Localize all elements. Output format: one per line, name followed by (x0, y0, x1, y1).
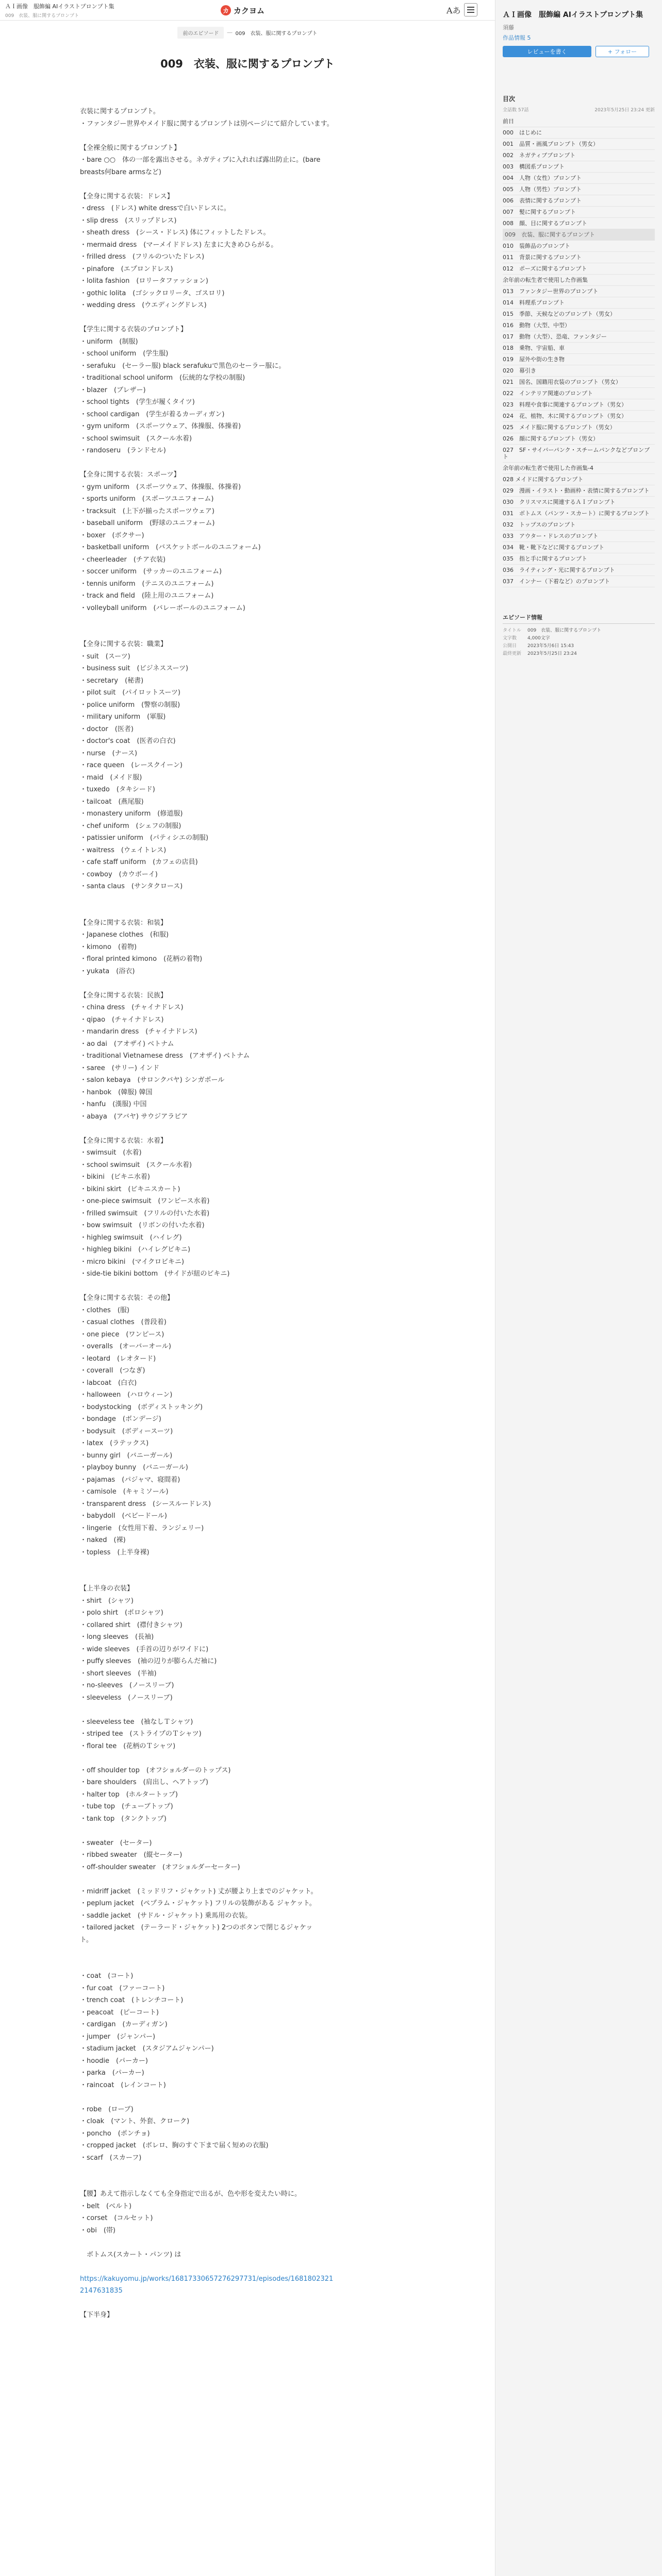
body-line: ・Japanese clothes (和服) (80, 931, 169, 939)
work-title[interactable]: ＡＩ画像 服飾編 AIイラストプロンプト集 (5, 3, 114, 10)
body-line: ・baseball uniform (野球のユニフォーム) (80, 519, 215, 527)
body-line: ・highleg bikini (ハイレグビキニ) (80, 1246, 191, 1253)
body-line: ・cowboy (カウボーイ) (80, 870, 158, 878)
body-line: ・doctor (医者) (80, 725, 134, 733)
body-line: 【全裸全般に関するプロンプト】 (80, 144, 181, 152)
body-line: ・midriff jacket (ミッドリフ・ジャケット) 丈が腰より上までのジャケット。 (80, 1887, 318, 1895)
body-line: ・wide sleeves (手首の辺りがワイドに) (80, 1645, 209, 1653)
toc-item[interactable]: 029 漫画・イラスト・動画枠・表情に関するプロンプト (503, 485, 655, 497)
info-key: タイトル (503, 628, 521, 633)
body-line: ・leotard (レオタード) (80, 1354, 156, 1363)
toc-item[interactable]: 006 表情に関するプロンプト (503, 195, 655, 207)
body-line: ・chef uniform (シェフの制服) (80, 822, 181, 830)
body-line: ・labcoat (白衣) (80, 1379, 137, 1387)
body-line: ・floral printed kimono (花柄の着物) (80, 955, 203, 963)
toc-item[interactable]: 015 季節、天候などのプロンプト（男女） (503, 309, 655, 320)
body-line: ・frilled swimsuit (フリルの付いた水着) (80, 1209, 210, 1217)
body-line: ・naked (裸) (80, 1536, 126, 1544)
toc-item[interactable]: 003 構図系プロンプト (503, 161, 655, 173)
body-line: 【全身に関する衣装：職業】 (80, 640, 168, 648)
body-line: ・raincoat (レインコート) (80, 2081, 166, 2089)
toc-item[interactable]: 035 指と手に関するプロンプト (503, 553, 655, 565)
body-line (80, 1280, 412, 1293)
body-line: ・secretary (秘書) (80, 676, 144, 685)
episode-info (503, 627, 655, 658)
body-line: ・china dress (チャイナドレス) (80, 1004, 184, 1011)
body-line: ・belt (ベルト) (80, 2202, 132, 2210)
body-line: 【学生に関する衣装のプロンプト】 (80, 326, 188, 333)
body-line (80, 905, 412, 917)
body-line (80, 977, 412, 990)
body-line: ・hoodie (パーカー) (80, 2057, 148, 2065)
toc-item[interactable]: 030 クリスマスに関連するＡＩプロンプト (503, 497, 655, 508)
body-line: ・school tights (学生が履くタイツ) (80, 398, 195, 406)
toc-item[interactable]: 021 国名、国籍用衣装のプロンプト（男女） (503, 377, 655, 388)
body-line: ・bodystocking (ボディストッキング) (80, 1403, 203, 1411)
body-line: ・blazer (ブレザー) (80, 386, 146, 394)
body-line: ・ao dai (アオザイ) ベトナム (80, 1040, 174, 1048)
body-line: ・slip dress (スリップドレス) (80, 216, 177, 225)
info-key: 文字数 (503, 636, 517, 641)
body-line: ・polo shirt (ポロシャツ) (80, 1609, 163, 1617)
body-line: ・bare shoulders (肩出し、ヘアトップ) (80, 1778, 208, 1786)
body-line: ・coat (コート) (80, 1972, 134, 1980)
body-line: ・tank top (タンクトップ) (80, 1815, 167, 1823)
body-line: 【全身に関する衣装：民族】 (80, 991, 168, 999)
body-line: ・transparent dress (シースルードレス) (80, 1500, 211, 1508)
body-line: ・saddle jacket (サドル・ジャケット) 乗馬用の衣装。 (80, 1911, 252, 1920)
body-line: ・nurse (ナース) (80, 749, 138, 757)
body-line: ・track and field (陸上用のユニフォーム) (80, 592, 214, 600)
body-line: ・one-piece swimsuit (ワンピース水着) (80, 1197, 210, 1205)
work-info-link[interactable]: 作品情報 5 (503, 35, 531, 41)
body-line: ・lingerie (女性用下着、ランジェリー) (80, 1524, 204, 1532)
info-row (503, 650, 655, 658)
body-line: ・suit (スーツ) (80, 652, 130, 660)
header-actions (446, 3, 477, 16)
body-line: ・overalls (オーバーオール) (80, 1343, 171, 1350)
body-line: ・pilot suit (パイロットスーツ) (80, 689, 180, 697)
body-line: ・gym uniform (スポーツウェア、体操服、体操着) (80, 483, 241, 491)
body-line: ・traditional school uniform (伝統的な学校の制服) (80, 374, 245, 382)
body-line: 【全身に関する衣装：水着】 (80, 1137, 168, 1145)
body-line (80, 1571, 412, 1583)
body-line: ・corset (コルセット) (80, 2214, 153, 2222)
body-line: ・boxer (ボクサー) (80, 531, 144, 539)
body-line: ・school uniform (学生服) (80, 350, 169, 358)
toc-item[interactable]: 018 乗物、宇宙船、車 (503, 343, 655, 354)
review-button[interactable]: レビューを書く (503, 46, 591, 57)
body-line: ・traditional Vietnamese dress (アオザイ) ベトナム (80, 1052, 250, 1060)
body-line: ・off shoulder top (オフショルダーのトップス) (80, 1766, 231, 1774)
toc-item[interactable]: 023 料理や食事に関連するプロンプト（男女） (503, 399, 655, 411)
info-row (503, 635, 655, 642)
sidebar-author[interactable]: 須藤 (503, 24, 514, 31)
body-line: ・uniform (制服) (80, 337, 138, 346)
body-line: 【全身に関する衣装：ドレス】 (80, 192, 174, 200)
body-line: ・floral tee (花柄のＴシャツ) (80, 1742, 176, 1750)
body-line: ・bare ○○ 体の一部を露出させる。ネガティブに入れれば露出防止に。(bare (80, 156, 321, 164)
breadcrumb-separator: ― (227, 29, 233, 36)
body-line: ・trench coat (トレンチコート) (80, 1996, 184, 2004)
body-line (80, 1946, 412, 1958)
body-line: ・dress (ドレス) white dressで白いドレスに。 (80, 205, 230, 212)
body-line: 【全身に関する衣装：スポーツ】 (80, 471, 180, 479)
body-line: ・collared shirt (襟付きシャツ) (80, 1621, 183, 1629)
body-line: breasts何bare armsなど) (80, 168, 161, 176)
body-line (80, 1123, 412, 1135)
breadcrumb-current: 009 衣装、服に関するプロンプト (235, 30, 318, 37)
episode-link[interactable]: https://kakuyomu.jp/works/16817330657276297731/episodes/1681802321 (80, 2275, 334, 2283)
body-line: ・robe (ローブ) (80, 2105, 134, 2113)
body-line: ・randoseru (ランドセル) (80, 447, 166, 454)
menu-icon[interactable] (464, 3, 477, 16)
body-line: ・off-shoulder sweater (オフショルダーセーター) (80, 1863, 240, 1871)
body-line: ・lolita fashion (ロリータファッション) (80, 277, 208, 285)
body-line: ・gym uniform (スポーツウェア、体操服、体操着) (80, 422, 241, 430)
body-line: ・maid (メイド服) (80, 773, 142, 782)
toc-item[interactable]: 余年前の転生者で使用した作画集-4 (503, 463, 655, 474)
info-value: 2023年5月25日 23:24 (527, 651, 577, 656)
toc-item[interactable]: 025 メイド服に関するプロンプト（男女） (503, 422, 655, 433)
body-line (80, 312, 412, 324)
info-row (503, 627, 655, 635)
body-line (80, 457, 412, 469)
body-line (80, 2236, 412, 2249)
sidebar-work-title[interactable]: ＡＩ画像 服飾編 AIイラストプロンプト集 (503, 11, 643, 19)
toc-item[interactable]: 019 屋外や街の生き物 (503, 354, 655, 365)
toc-item[interactable]: 022 インテリア関連のプロンプト (503, 388, 655, 399)
body-line: ・bunny girl (バニーガール) (80, 1451, 173, 1460)
toc-item[interactable]: 034 靴・靴下などに関するプロンプト (503, 542, 655, 553)
toc-item[interactable]: 027 SF・サイバーパンク・スチームパンクなどプロンプト (503, 445, 655, 463)
body-line: ・cardigan (カーディガン) (80, 2021, 168, 2028)
toc-count: 全話数 57話 (503, 108, 529, 113)
body-line: ・cafe staff uniform (カフェの店員) (80, 858, 198, 866)
body-line: ・obi (帯) (80, 2226, 115, 2234)
toc-item[interactable]: 024 花、植物、木に関するプロンプト（男女） (503, 411, 655, 422)
body-line: ・latex (ラテックス) (80, 1439, 149, 1447)
body-line (80, 2176, 412, 2189)
toc-item[interactable]: 013 ファンタジー世界のプロンプト (503, 286, 655, 297)
episode-subtitle: 009 衣装、服に関するプロンプト (5, 13, 79, 19)
body-line (80, 1558, 412, 1571)
body-line: ・mermaid dress (マーメイドドレス) 左まに大きめひらがる。 (80, 241, 278, 249)
body-line: ・jumper (ジャンパー) (80, 2032, 156, 2041)
body-line: ・race queen (レースクイーン) (80, 761, 183, 769)
body-line: ・scarf (スカーフ) (80, 2154, 142, 2162)
info-key: 最終更新 (503, 651, 522, 656)
body-line: ・qipao (チャイナドレス) (80, 1015, 164, 1024)
logo-mark-icon: カ (221, 5, 231, 15)
body-line: ・soccer uniform (サッカーのユニフォーム) (80, 568, 222, 575)
toc-list (503, 116, 655, 587)
info-value: 009 衣装、服に関するプロンプト (527, 628, 602, 633)
episode-link[interactable]: 2147631835 (80, 2287, 123, 2295)
body-line: ・poncho (ポンチョ) (80, 2129, 150, 2138)
body-line: ・tennis uniform (テニスのユニフォーム) (80, 580, 214, 588)
body-line: ・hanfu (漢服) 中国 (80, 1100, 147, 1108)
body-line: ・bikini (ビキニ水着) (80, 1173, 150, 1181)
body-line: ・fur coat (ファーコート) (80, 1984, 165, 1992)
body-line: ・saree (サリー) インド (80, 1064, 160, 1072)
body-line: ・cheerleader (チア衣装) (80, 555, 166, 564)
toc-item[interactable]: 028 メイドに関するプロンプト (503, 474, 655, 485)
body-line (80, 178, 412, 191)
body-line: 【全身に関する衣装：その他】 (80, 1294, 174, 1302)
toc-item[interactable]: 011 背景に関するプロンプト (503, 252, 655, 263)
body-line: ・military uniform (軍服) (80, 713, 166, 721)
toc-item[interactable]: 012 ポーズに関するプロンプト (503, 263, 655, 275)
body-line: ・sheath dress (シース・ドレス) 体にフィットしたドレス。 (80, 229, 270, 236)
body-line: 【下半身】 (80, 2311, 114, 2319)
toc-item[interactable]: 016 動物（大型、中型） (503, 320, 655, 331)
body-line (80, 626, 412, 639)
body-line: ・ファンタジー世界やメイド服に関するプロンプトは別ページにて紹介しています。 (80, 120, 334, 128)
body-line: ・pinafore (エプロンドレス) (80, 265, 173, 273)
body-line (80, 2297, 412, 2310)
body-line: ・salon kebaya (サロンクバヤ) シンガポール (80, 1076, 225, 1084)
body-line: ・gothic lolita (ゴシックロリータ、ゴスロリ) (80, 289, 225, 297)
body-line: ・one piece (ワンピース) (80, 1330, 164, 1338)
body-line: ・bodysuit (ボディースーツ) (80, 1427, 173, 1435)
toc-item[interactable]: 005 人物（男性）プロンプト (503, 184, 655, 195)
toc-item[interactable]: 001 品質・画風プロンプト（男女） (503, 139, 655, 150)
body-line: ・bondage (ボンデージ) (80, 1415, 161, 1423)
body-line: ・halter top (ホルタートップ) (80, 1790, 178, 1799)
toc-item[interactable]: 余年前の転生者で使用した作画集 (503, 275, 655, 286)
body-line: ・doctor's coat (医者の白衣) (80, 737, 176, 745)
body-line: ・school cardigan (学生が着るカーディガン) (80, 410, 225, 418)
body-line: ボトムス(スカート・パンツ) は (80, 2250, 181, 2259)
info-key: 公開日 (503, 643, 517, 649)
body-line (80, 1958, 412, 1971)
toc-item[interactable]: 009 衣装、服に関するプロンプト (503, 229, 655, 241)
body-line: ・hanbok (韓服) 韓国 (80, 1088, 153, 1096)
body-line: ・long sleeves (長袖) (80, 1633, 154, 1641)
body-line (80, 1752, 412, 1765)
body-line: ・peacoat (ピーコート) (80, 2008, 159, 2016)
body-line: ・wedding dress (ウエディングドレス) (80, 301, 207, 309)
body-line: ・frilled dress (フリルのついたドレス) (80, 253, 205, 261)
episode-body (80, 106, 412, 2321)
episode-title: 009 衣装、服に関するプロンプト (160, 58, 335, 70)
body-line: ・bow swimsuit (リボンの付いた水着) (80, 1222, 205, 1229)
body-line: ・sleeveless (ノースリーブ) (80, 1693, 173, 1702)
body-line: ・stadium jacket (スタジアムジャンパー) (80, 2045, 214, 2053)
toc-item[interactable]: 036 ライティング・光に関するプロンプト (503, 565, 655, 576)
body-line: ・serafuku (セーラー服) black serafukuで黒色のセーラー服に。 (80, 362, 286, 370)
toc-item[interactable]: 020 幕引き (503, 365, 655, 377)
body-line: ・coverall (つなぎ) (80, 1367, 145, 1375)
body-line: 【腰】あえて指示しなくても全身指定で出るが、色や形を変えたい時に。 (80, 2190, 302, 2198)
body-line (80, 1704, 412, 1716)
body-line: ・no-sleeves (ノースリーブ) (80, 1682, 174, 1689)
body-line: ・parka (パーカー) (80, 2069, 144, 2077)
body-line: ・halloween (ハロウィーン) (80, 1391, 173, 1399)
body-line: ・babydoll (ベビードール) (80, 1512, 167, 1520)
sidebar (495, 0, 662, 2576)
toc-item[interactable]: 004 人物（女性）プロンプト (503, 173, 655, 184)
body-line: ・sports uniform (スポーツユニフォーム) (80, 495, 214, 503)
toc-item[interactable]: 014 料理系プロンプト (503, 297, 655, 309)
body-line: ・micro bikini (マイクロビキニ) (80, 1258, 185, 1266)
toc-item[interactable]: 031 ボトムス（パンツ・スカート）に関するプロンプト (503, 508, 655, 519)
body-line: ・waitress (ウェイトレス) (80, 846, 167, 854)
body-line: ・cropped jacket (ボレロ、胸のすぐ下まで届く短めの衣服) (80, 2142, 269, 2149)
body-line (80, 130, 412, 142)
body-line: ・ribbed sweater (縦セーター) (80, 1851, 183, 1859)
body-line: 【全身に関する衣装：和装】 (80, 919, 168, 927)
body-line: ・puffy sleeves (袖の辺りが膨らんだ袖に) (80, 1657, 217, 1665)
body-line: ・topless (上半身裸) (80, 1548, 150, 1556)
body-line (80, 2164, 412, 2176)
body-line: ・sleeveless tee (袖なしＴシャツ) (80, 1718, 193, 1726)
body-line: ・yukata (浴衣) (80, 967, 135, 975)
body-line: ・kimono (着物) (80, 943, 137, 951)
body-line: ・striped tee (ストライプのＴシャツ) (80, 1730, 202, 1738)
body-line: ・school swimsuit (スクール水着) (80, 434, 192, 443)
logo-text: カクヨム (234, 6, 265, 15)
body-line: ・cloak (マント、外套、クローク) (80, 2117, 190, 2125)
toc-item[interactable]: 010 装飾品のプロンプト (503, 241, 655, 252)
toc-item[interactable]: 026 顔に関するプロンプト（男女） (503, 433, 655, 445)
work-header[interactable] (5, 2, 175, 19)
info-value: 4,000文字 (527, 636, 550, 641)
body-line: ・mandarin dress (チャイナドレス) (80, 1028, 197, 1036)
toc-item[interactable]: 000 はじめに (503, 127, 655, 139)
body-line: ・tracksuit (上下が揃ったスポーツウェア) (80, 507, 214, 515)
body-line: ・pajamas (パジャマ、寝間着) (80, 1476, 180, 1484)
toc-heading: 目次 (503, 95, 516, 103)
toc-item[interactable]: 008 顔、目に関するプロンプト (503, 218, 655, 229)
info-row (503, 642, 655, 650)
body-line: ・playboy bunny (バニーガール) (80, 1464, 188, 1471)
toc-item[interactable]: 前日 (503, 116, 655, 127)
site-logo[interactable] (221, 5, 264, 16)
body-line (80, 614, 412, 626)
body-line: ・patissier uniform (パティシエの制服) (80, 834, 209, 842)
body-line: ・sweater (セーター) (80, 1839, 152, 1847)
font-settings-button[interactable]: Aあ (446, 5, 461, 15)
body-line: ・camisole (キャミソール) (80, 1488, 169, 1496)
body-line: ・santa claus (サンタクロース) (80, 883, 183, 890)
toc-item[interactable]: 002 ネガティブプロンプト (503, 150, 655, 161)
prev-episode-button[interactable]: 前のエピソード (177, 27, 224, 39)
body-line: ・volleyball uniform (バレーボールのユニフォーム) (80, 604, 245, 612)
body-line: ・highleg swimsuit (ハイレグ) (80, 1233, 182, 1242)
body-line: ・tuxedo (タキシード) (80, 786, 155, 793)
body-line: ・basketball uniform (バスケットボールのユニフォーム) (80, 544, 261, 551)
info-value: 2023年5月6日 15:43 (527, 643, 574, 649)
body-line: ・tailored jacket (テーラード・ジャケット) 2つのボタンで閉じるジャケッ (80, 1924, 313, 1931)
body-line: ・business suit (ビジネススーツ) (80, 665, 189, 672)
episode-info-heading: エピソード情報 (503, 613, 655, 624)
toc-item[interactable]: 007 髪に関するプロンプト (503, 207, 655, 218)
body-line (80, 1873, 412, 1886)
body-line: ・tailcoat (燕尾服) (80, 798, 144, 806)
body-line: ・school swimsuit (スクール水着) (80, 1161, 192, 1169)
toc-item[interactable]: 037 インナー（下着など）のプロンプト (503, 576, 655, 587)
body-line: ・peplum jacket (ペプラム・ジャケット) フリルの装飾がある ジャケット。 (80, 1900, 316, 1907)
toc-item[interactable]: 032 トップスのプロンプト (503, 519, 655, 531)
body-line: ・police uniform (警察の制服) (80, 701, 180, 709)
body-line: ・abaya (アバヤ) サウジアラビア (80, 1112, 188, 1121)
breadcrumb (103, 27, 392, 38)
follow-button[interactable]: + フォロー (595, 46, 649, 57)
body-line: ・clothes (服) (80, 1306, 129, 1314)
body-line: ト。 (80, 1936, 93, 1944)
toc-item[interactable]: 017 動物（大型）、恐竜、ファンタジー (503, 331, 655, 343)
toc-updated: 2023年5月25日 23:24 更新 (594, 108, 655, 113)
body-line: ・side-tie bikini bottom (サイドが紐のビキニ) (80, 1270, 230, 1278)
body-line: 衣装に関するプロンプト。 (80, 108, 160, 115)
body-line: 【上半身の衣装】 (80, 1585, 134, 1592)
body-line (80, 893, 412, 905)
body-line (80, 2261, 412, 2273)
body-line (80, 2091, 412, 2104)
body-line: ・monastery uniform (修道服) (80, 810, 183, 818)
body-line: ・swimsuit (水着) (80, 1149, 142, 1157)
body-line: ・bikini skirt (ビキニスカート) (80, 1185, 180, 1193)
body-line: ・tube top (チューブトップ) (80, 1803, 173, 1810)
body-line: ・short sleeves (半袖) (80, 1669, 157, 1677)
body-line: ・casual clothes (普段着) (80, 1318, 167, 1326)
toc-item[interactable]: 033 アウター・ドレスのプロンプト (503, 531, 655, 542)
body-line (80, 1825, 412, 1837)
body-line: ・shirt (シャツ) (80, 1597, 134, 1605)
